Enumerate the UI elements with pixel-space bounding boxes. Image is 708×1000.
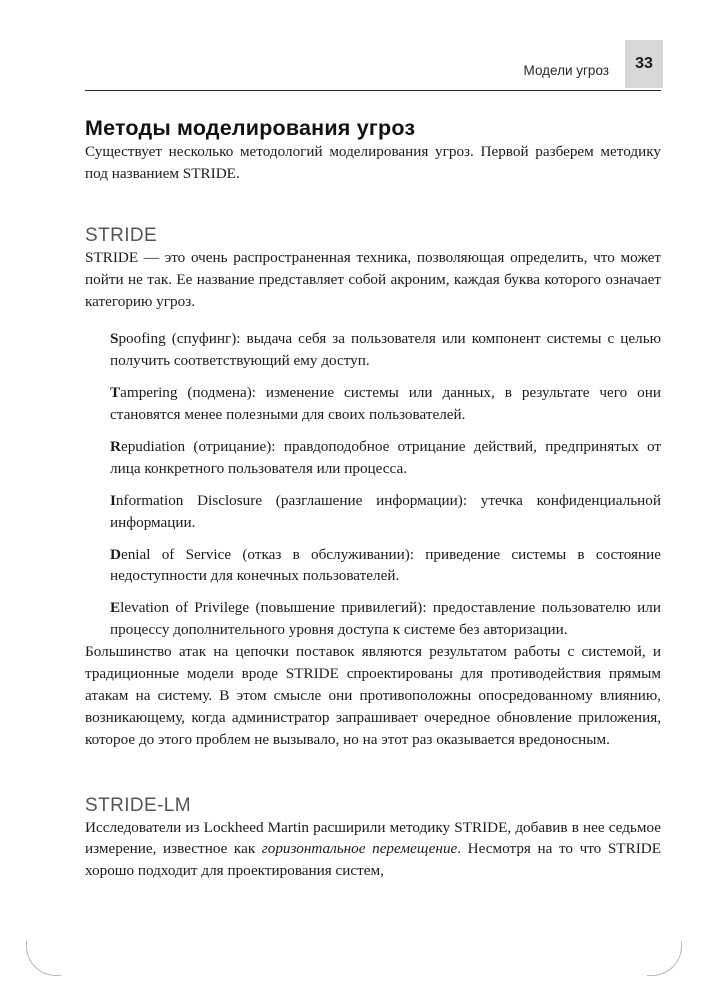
- stride-lead-paragraph: STRIDE — это очень распространенная техника, позволяющая определить, что может пойти не так. Ее название представляет собой акроним, каждая буква которого означает категорию угроз.: [85, 248, 661, 310]
- stride-item-text: enial of Service (отказ в обслуживании): приведение системы в состояние недоступности для конечных пользователей.: [110, 545, 661, 585]
- stride-list: [85, 328, 661, 641]
- stride-lm-text-before: Исследователи из Lockheed Martin расширили методику STRIDE, добавив в нее седьмое измерение, известное как: [85, 818, 661, 858]
- scan-corner-bottom-right: [647, 941, 682, 976]
- stride-letter: S: [110, 330, 119, 348]
- scan-corner-bottom-left: [26, 941, 61, 976]
- running-header: [85, 40, 661, 88]
- page-content: [85, 92, 661, 882]
- page-title: Методы моделирования угроз: [85, 116, 416, 140]
- stride-item-text: epudiation (отрицание): правдоподобное отрицание действий, предпринятых от лица конкретного пользователя или процесса.: [110, 438, 661, 477]
- stride-lm-text-after: . Несмотря на то что STRIDE хорошо подходит для проектирования систем,: [85, 840, 661, 880]
- stride-item-text: poofing (спуфинг): выдача себя за пользователя или компонент системы с целью получить соответствующий ему доступ.: [110, 330, 661, 370]
- stride-item-text: nformation Disclosure (разглашение информации): утечка конфиденциальной информации.: [110, 491, 661, 531]
- header-rule: [85, 90, 661, 91]
- section-heading-stride: STRIDE: [85, 224, 158, 246]
- list-item: [110, 436, 661, 480]
- list-item: [110, 490, 661, 534]
- stride-closing-paragraph: Большинство атак на цепочки поставок являются результатом работы с системой, и традиционные модели вроде STRIDE спроектированы для противодействия прямым атакам на систему. В этом смысле они противоположны опосредованному влиянию, возникающему, когда администратор запрашивает очередное обновление приложения, которое до этого проблем не вызывало, но на этот раз оказывается вредоносным.: [85, 643, 661, 748]
- list-item: [110, 544, 661, 588]
- stride-letter: I: [110, 491, 116, 509]
- stride-item-text: ampering (подмена): изменение системы или данных, в результате чего они становятся менее полезными для своих пользователей.: [110, 384, 661, 424]
- stride-letter: D: [110, 545, 121, 563]
- stride-lm-text-italic: горизонтальное перемещение: [261, 840, 458, 858]
- list-item: [110, 597, 661, 641]
- running-title: Модели угроз: [523, 63, 609, 78]
- stride-item-text: levation of Privilege (повышение привилегий): предоставление пользователю или процессу дополнительного уровня доступа к системе без авторизации.: [110, 599, 661, 639]
- list-item: [110, 382, 661, 426]
- section-heading-stride-lm: STRIDE-LM: [85, 794, 191, 816]
- stride-letter: E: [110, 599, 121, 617]
- intro-paragraph: Существует несколько методологий моделирования угроз. Первой разберем методику под названием STRIDE.: [85, 143, 661, 182]
- stride-letter: R: [110, 438, 121, 456]
- page-number: 33: [635, 55, 653, 72]
- stride-letter: T: [110, 384, 121, 402]
- page-number-box: [625, 40, 663, 88]
- list-item: [110, 328, 661, 372]
- stride-lm-paragraph: [85, 817, 661, 883]
